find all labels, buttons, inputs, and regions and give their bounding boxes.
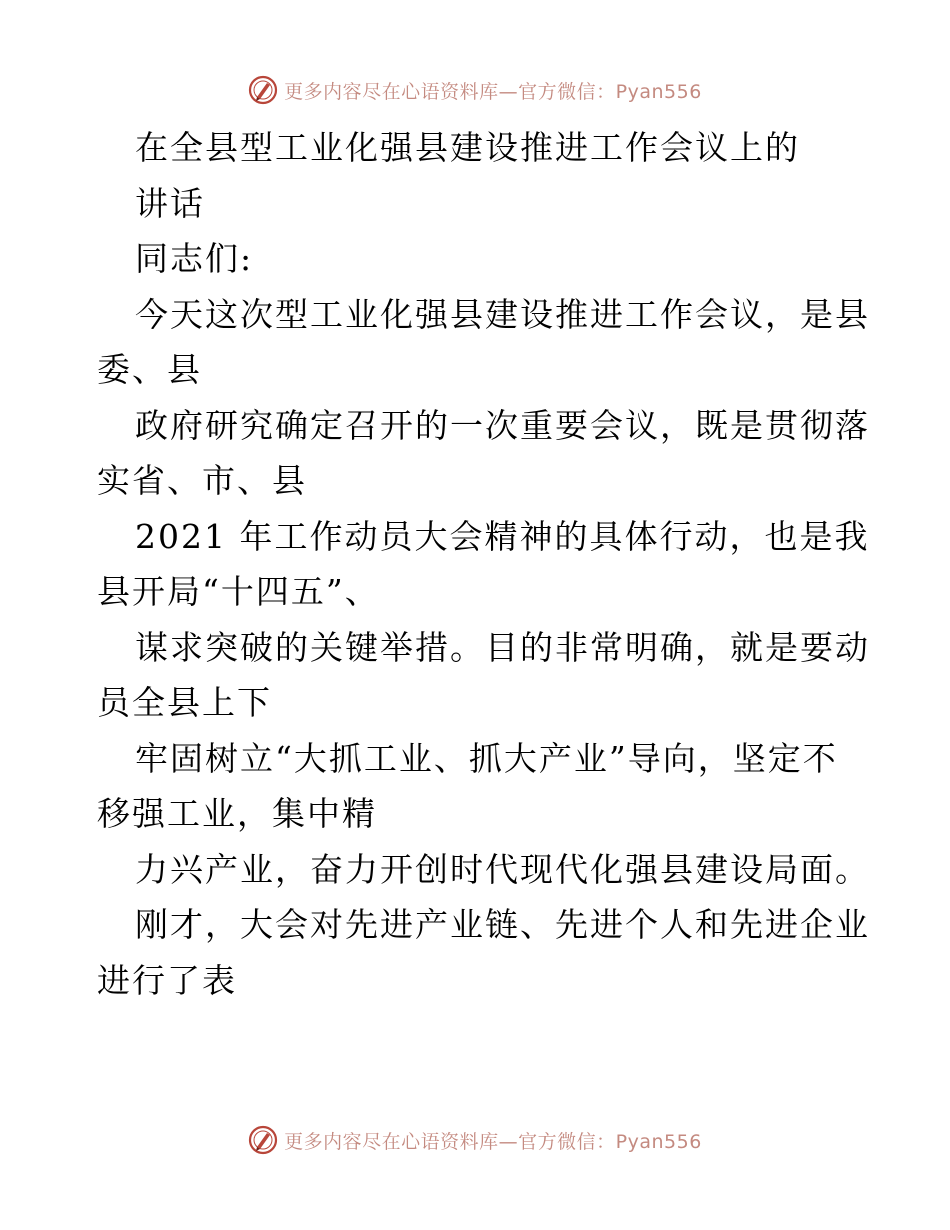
text-line: 政府研究确定召开的一次重要会议，既是贯彻落: [135, 405, 870, 445]
text-line: 今天这次型工业化强县建设推进工作会议，是县: [135, 294, 870, 334]
text-line: 讲话: [135, 183, 205, 223]
text-line: 力兴产业，奋力开创时代现代化强县建设局面。: [135, 849, 870, 889]
text-line: 县开局“十四五”、: [97, 572, 380, 611]
text-line: 移强工业，集中精: [97, 794, 377, 833]
banner-text: 更多内容尽在心语资料库—官方微信：Pyan556: [284, 80, 702, 103]
text-line: 刚才，大会对先进产业链、先进个人和先进企业: [135, 905, 870, 944]
text-line: 进行了表: [97, 960, 237, 1000]
text-line: 员全县上下: [97, 683, 272, 722]
footer-banner: [0, 1120, 950, 1160]
banner-text: 更多内容尽在心语资料库—官方微信：Pyan556: [284, 1130, 702, 1153]
text-line: 在全县型工业化强县建设推进工作会议上的: [135, 128, 800, 167]
text-line: 谋求突破的关键举措。目的非常明确，就是要动: [135, 627, 870, 667]
text-line: 牢固树立“大抓工业、抓大产业”导向，坚定不: [135, 738, 838, 778]
text-line: 实省、市、县: [97, 461, 307, 500]
text-line: 2021 年工作动员大会精神的具体行动，也是我: [135, 516, 870, 556]
pen-logo-icon: [248, 75, 278, 105]
document-body: [97, 120, 870, 1008]
text-line: 同志们:: [135, 239, 254, 278]
header-banner: [0, 70, 950, 110]
pen-logo-icon: [248, 1125, 278, 1155]
text-line: 委、县: [97, 350, 202, 389]
